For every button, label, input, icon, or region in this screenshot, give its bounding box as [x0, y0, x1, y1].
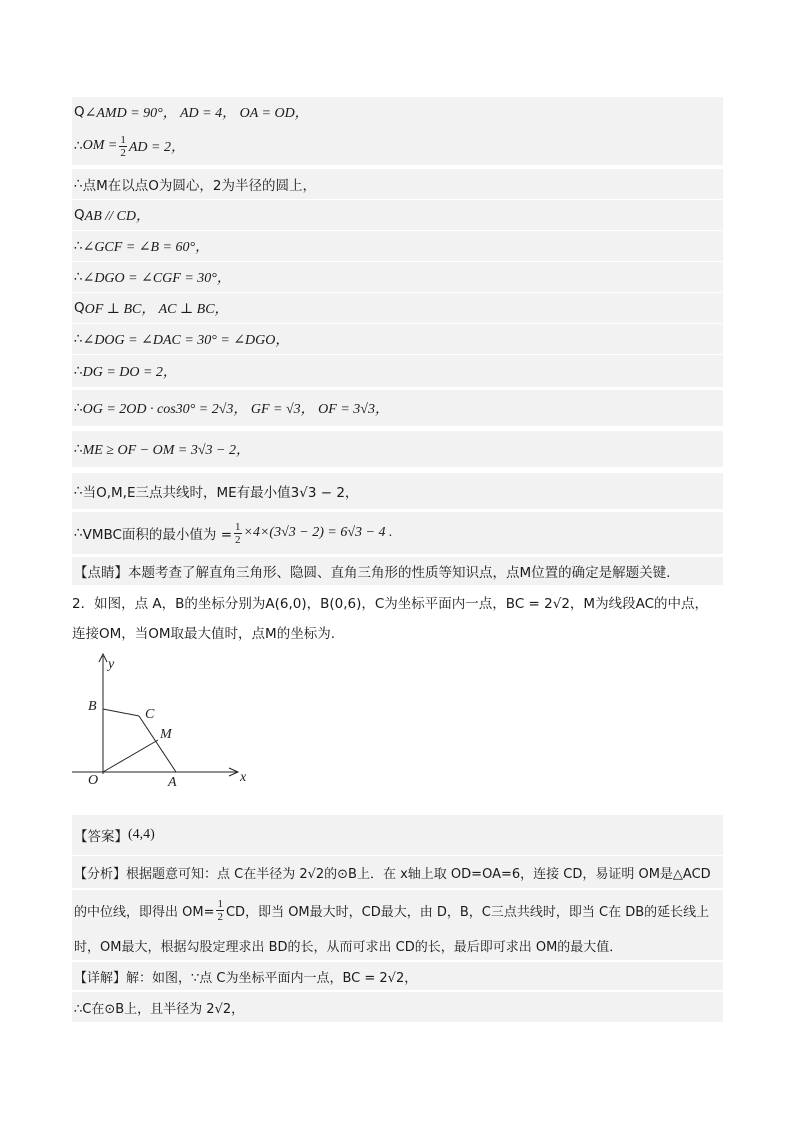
line-prefix: ∴	[74, 238, 83, 254]
fraction-denominator: 2	[235, 533, 241, 546]
line-prefix: ∴	[74, 483, 83, 499]
detail-line	[72, 962, 723, 990]
line-text: OM =	[82, 138, 118, 153]
line-prefix: ∴	[74, 331, 83, 347]
fraction-numerator: 1	[235, 520, 241, 533]
solution-line	[72, 231, 723, 261]
solution-line	[72, 431, 723, 467]
solution-line	[72, 169, 723, 199]
line-prefix: Q	[74, 207, 85, 223]
question-line: 2．如图，点 A，B的坐标分别为A(6,0)，B(0,6)，C为坐标平面内一点，BC = 2√2，M为线段AC的中点，	[72, 596, 709, 612]
detail-line	[72, 992, 723, 1022]
solution-line	[72, 512, 723, 554]
segment-CA	[139, 716, 176, 772]
fraction	[119, 134, 127, 159]
analysis-line	[72, 930, 723, 960]
solution-line	[72, 97, 723, 127]
detail-text: 【详解】解：如图，∵点 C为坐标平面内一点，BC = 2√2，	[74, 970, 418, 986]
solution-line	[72, 293, 723, 323]
line-text: OF ⊥ BC， AC ⊥ BC，	[84, 302, 229, 317]
answer-line	[72, 815, 723, 855]
analysis-text: 【分析】根据题意可知：点 C在半径为 2√2的⊙B上．在 x轴上取 OD=OA=6，连接 CD，易证明 OM是△ACD	[74, 866, 711, 882]
analysis-text: 时，OM最大，根据勾股定理求出 BD的长，从而可求出 CD的长，最后即可求出 OM的最大值．	[74, 939, 623, 955]
solution-line	[72, 355, 723, 387]
detail-text: ∴C在⊙B上，且半径为 2√2，	[74, 1001, 245, 1017]
solution-line	[72, 473, 723, 509]
line-text: VMBC面积的最小值为 =	[82, 527, 233, 543]
line-prefix: ∴	[74, 441, 83, 457]
label-B: B	[88, 699, 97, 714]
fraction	[234, 521, 242, 546]
line-prefix: ∴	[74, 363, 83, 379]
line-text: ∠DGO = ∠CGF = 30°，	[82, 271, 231, 286]
fraction	[216, 898, 224, 923]
line-text: ME ≥ OF − OM = 3√3 − 2，	[82, 443, 250, 458]
label-x: x	[240, 770, 247, 785]
fraction-numerator: 1	[120, 133, 126, 146]
coordinate-figure	[72, 650, 262, 790]
label-y: y	[108, 657, 115, 672]
line-prefix: ∴	[74, 138, 83, 154]
line-text: ∠AMD = 90°， AD = 4， OA = OD，	[84, 106, 309, 121]
line-text: 当O,M,E三点共线时，ME有最小值3√3 − 2，	[82, 485, 359, 501]
key-point-text: 【点睛】本题考查了解直角三角形、隐圆、直角三角形的性质等知识点，点M位置的确定是解题关键.	[74, 565, 671, 581]
line-text: ∠GCF = ∠B = 60°，	[82, 240, 210, 255]
solution-line	[72, 127, 723, 165]
label-M: M	[160, 727, 172, 742]
segment-BC	[103, 709, 139, 716]
fraction-denominator: 2	[120, 146, 126, 159]
answer-label: 【答案】	[74, 829, 128, 845]
label-O: O	[88, 773, 99, 788]
label-C: C	[145, 707, 155, 722]
line-text: AB // CD，	[84, 209, 150, 224]
line-prefix: ∴	[74, 269, 83, 285]
line-prefix: Q	[74, 104, 85, 120]
solution-line	[72, 390, 723, 426]
question-line: 连接OM，当OM取最大值时，点M的坐标为.	[72, 626, 335, 642]
solution-line	[72, 262, 723, 292]
segment-OM	[103, 740, 158, 772]
answer-value: (4,4)	[128, 827, 155, 842]
solution-line	[72, 557, 723, 585]
line-text: 点M在以点O为圆心，2为半径的圆上，	[82, 178, 316, 194]
solution-line	[72, 200, 723, 230]
label-A: A	[168, 775, 177, 790]
fraction-numerator: 1	[217, 897, 223, 910]
line-prefix: ∴	[74, 525, 83, 541]
line-text: OG = 2OD · cos30° = 2√3， GF = √3， OF = 3√3，	[82, 402, 389, 417]
solution-line	[72, 324, 723, 354]
analysis-line	[72, 856, 723, 888]
fraction-denominator: 2	[217, 910, 223, 923]
line-prefix: ∴	[74, 400, 83, 416]
line-text: DG = DO = 2，	[82, 365, 177, 380]
analysis-text: CD，即当 OM最大时，CD最大，由 D，B，C三点共线时，即当 C在 DB的延长线上	[225, 904, 710, 920]
analysis-line	[72, 890, 723, 930]
line-prefix: ∴	[74, 176, 83, 192]
analysis-text: 的中位线，即得出 OM=	[74, 904, 215, 920]
line-text: ×4×(3√3 − 2) = 6√3 − 4 .	[243, 525, 393, 540]
line-text: ∠DOG = ∠DAC = 30° = ∠DGO，	[82, 333, 290, 348]
line-text: AD = 2，	[128, 140, 185, 155]
line-prefix: Q	[74, 300, 85, 316]
